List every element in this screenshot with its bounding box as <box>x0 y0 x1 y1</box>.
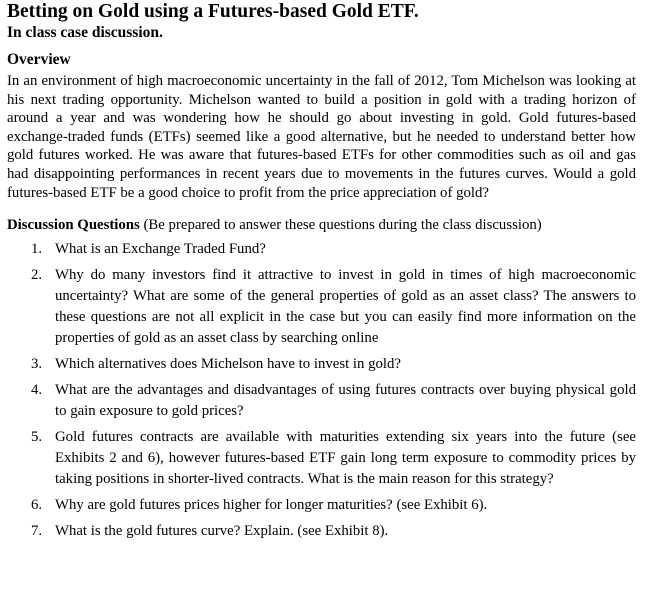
question-item <box>7 380 636 422</box>
question-text: What is the gold futures curve? Explain. (see Exhibit 8). <box>55 523 389 540</box>
question-text: Gold futures contracts are available with maturities extending six years into the future (see Exhibits 2 and 6), however futures-based ETF gain long term exposure to commodity prices by taking positions in shorter-lived contracts. What is the main reason for this strategy? <box>55 429 636 488</box>
question-item <box>7 495 636 516</box>
document-subtitle: In class case discussion. <box>7 24 163 41</box>
question-number: 1. <box>31 241 43 258</box>
question-text: Which alternatives does Michelson have to invest in gold? <box>55 356 401 373</box>
question-item <box>7 354 636 375</box>
discussion-heading-label: Discussion Questions <box>7 217 140 234</box>
discussion-questions-heading <box>7 216 636 235</box>
question-number: 4. <box>31 382 43 399</box>
question-item <box>7 239 636 260</box>
question-text: Why are gold futures prices higher for longer maturities? (see Exhibit 6). <box>55 497 488 514</box>
question-item <box>7 265 636 349</box>
overview-paragraph: In an environment of high macroeconomic uncertainty in the fall of 2012, Tom Michelson was looking at his next trading opportunity. Michelson wanted to build a position in gold with a trading horizon of around a year and was wondering how he should go about investing in gold. Gold futures-based exchange-traded funds (ETFs) seemed like a good alternative, but he needed to understand better how gold futures worked. He was aware that futures-based ETFs for other commodities such as oil and gas had disappointing performances in recent years due to movements in the futures curves. Would a gold futures-based ETF be a good choice to profit from the price appreciation of gold? <box>7 73 636 201</box>
question-item <box>7 521 636 542</box>
question-number: 5. <box>31 429 43 446</box>
discussion-heading-note: (Be prepared to answer these questions during the class discussion) <box>139 217 542 234</box>
question-number: 3. <box>31 356 43 373</box>
question-list <box>7 239 636 542</box>
question-text: Why do many investors find it attractive to invest in gold in times of high macroeconomic uncertainty? What are some of the general properties of gold as an asset class? The answers to these questions are not all explicit in the case but you can easily find more information on the properties of gold as an asset class by searching online <box>55 267 636 347</box>
question-number: 2. <box>31 267 43 284</box>
question-number: 7. <box>31 523 43 540</box>
question-item <box>7 427 636 490</box>
question-text: What is an Exchange Traded Fund? <box>55 241 266 258</box>
question-number: 6. <box>31 497 43 514</box>
overview-heading: Overview <box>7 51 71 68</box>
document-title: Betting on Gold using a Futures-based Gold ETF. <box>7 1 419 22</box>
question-text: What are the advantages and disadvantages of using futures contracts over buying physical gold to gain exposure to gold prices? <box>55 382 636 420</box>
